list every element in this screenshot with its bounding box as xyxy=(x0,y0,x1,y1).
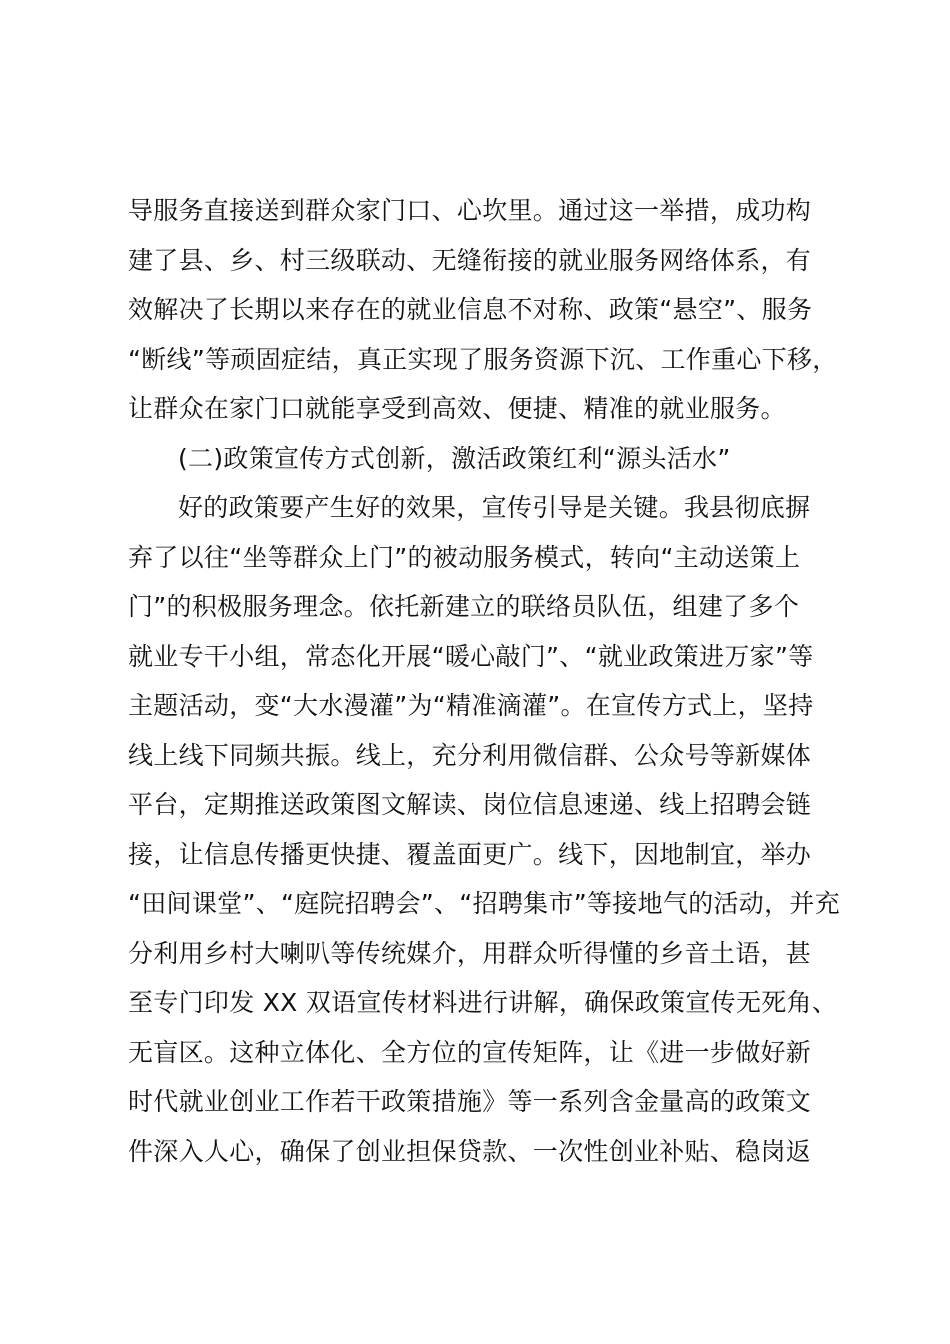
text-line: 弃了以往“坐等群众上门”的被动服务模式，转向“主动送策上 xyxy=(128,542,801,572)
text-line: 好的政策要产生好的效果，宣传引导是关键。我县彻底摒 xyxy=(178,493,811,522)
text-line: 效解决了长期以来存在的就业信息不对称、政策“悬空”、服务 xyxy=(128,295,813,324)
text-line: 无盲区。这种立体化、全方位的宣传矩阵，让《进一步做好新 xyxy=(128,1037,812,1067)
paragraph-continued xyxy=(128,186,848,434)
paragraph-policy-promotion xyxy=(128,483,848,1176)
text-line: “田间课堂”、“庭院招聘会”、“招聘集市”等接地气的活动，并充 xyxy=(128,889,841,918)
text-line: 建了县、乡、村三级联动、无缝衔接的就业服务网络体系，有 xyxy=(128,245,812,275)
text-line: 线上线下同频共振。线上，充分利用微信群、公众号等新媒体 xyxy=(128,740,812,770)
text-line: 件深入人心，确保了创业担保贷款、一次性创业补贴、稳岗返 xyxy=(128,1136,812,1166)
text-line: 主题活动，变“大水漫灌”为“精准滴灌”。在宣传方式上，坚持 xyxy=(128,691,814,720)
text-line: 导服务直接送到群众家门口、心坎里。通过这一举措，成功构 xyxy=(128,196,812,225)
section-heading xyxy=(128,434,848,484)
text-line: 门”的积极服务理念。依托新建立的联络员队伍，组建了多个 xyxy=(128,592,800,621)
text-line: 时代就业创业工作若干政策措施》等一系列含金量高的政策文 xyxy=(128,1087,812,1116)
text-line: 至专门印发 XX 双语宣传材料进行讲解，确保政策宣传无死角、 xyxy=(128,988,838,1017)
heading-line: (二)政策宣传方式创新，激活政策红利“源头活水” xyxy=(178,443,731,473)
text-line: 就业专干小组，常态化开展“暖心敲门”、“就业政策进万家”等 xyxy=(128,641,814,671)
text-line: 接，让信息传播更快捷、覆盖面更广。线下，因地制宜，举办 xyxy=(128,839,812,869)
text-line: 平台，定期推送政策图文解读、岗位信息速递、线上招聘会链 xyxy=(128,790,812,819)
text-line: “断线”等顽固症结，真正实现了服务资源下沉、工作重心下移， xyxy=(128,344,838,374)
document-body xyxy=(128,186,848,1176)
text-line: 让群众在家门口就能享受到高效、便捷、精准的就业服务。 xyxy=(128,394,786,423)
text-line: 分利用乡村大喇叭等传统媒介，用群众听得懂的乡音土语，甚 xyxy=(128,938,812,968)
